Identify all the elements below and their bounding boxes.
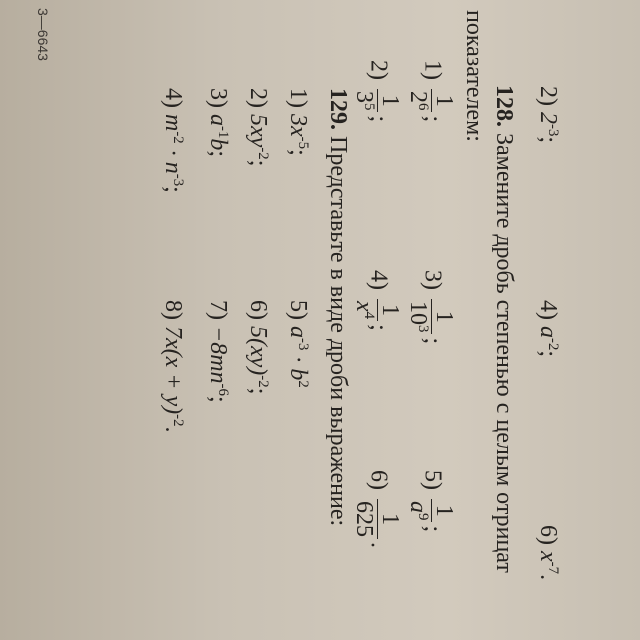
ex129-item-1: 1) $3x^{-5}$;: [285, 88, 312, 156]
exercise-129-heading: [326, 88, 350, 526]
ex129-item-4: 4) $m^{-2} \cdot n^{-3}$;: [160, 88, 187, 193]
fraction: 1 $a^9$: [405, 501, 457, 521]
ex129-item-2: 2) $5xy^{-2}$;: [245, 88, 272, 167]
fraction: 1 625: [351, 501, 403, 537]
ex129-item-6: 6) 5(xy)$^{-2}$;: [245, 300, 272, 395]
ex128-item-2: 2) 1 $3^5$ ;: [351, 60, 403, 123]
exercise-128-heading: [492, 85, 516, 573]
exercise-128-text-cont: показателем:: [461, 10, 487, 142]
ex128-item-5: 5) 1 $a^9$ ;: [405, 470, 457, 533]
exercise-number: 128.: [491, 85, 517, 127]
exercise-number: 129.: [325, 88, 351, 130]
ex129-item-5: 5) $a^{-3} \cdot b^2$: [285, 300, 312, 388]
ex129-item-3: 3) $a^{-1}b$;: [205, 88, 232, 158]
prev-item-4: 4) $a^{-2}$;: [535, 300, 562, 358]
fraction: 1 $x^4$: [351, 301, 403, 320]
fraction: 1 $3^5$: [351, 91, 403, 111]
ex128-item-1: 1) 1 $2^6$ ;: [405, 60, 457, 123]
exercise-text: Замените дробь степенью с целым отрицат: [491, 133, 517, 573]
fraction: 1 $10^3$: [405, 301, 457, 333]
prev-item-6: 6) $x^{-7}$.: [535, 525, 562, 581]
ex129-item-8: 8) $7x(x + y)^{-2}$.: [160, 300, 187, 433]
ex128-item-4: 4) 1 $x^4$ ;: [351, 270, 403, 331]
exercise-text: Представьте в виде дроби выражение:: [325, 136, 351, 527]
ex128-item-6: 6) 1 625 .: [351, 470, 403, 548]
print-signature: 3—6643: [35, 8, 51, 61]
ex129-item-7: $7) -8mn^{-6}$;: [205, 300, 232, 403]
ex128-item-3: 3) 1 $10^3$ ;: [405, 270, 457, 345]
prev-item-2: 2) $2^{-3}$;: [535, 86, 562, 144]
fraction: 1 $2^6$: [405, 91, 457, 111]
